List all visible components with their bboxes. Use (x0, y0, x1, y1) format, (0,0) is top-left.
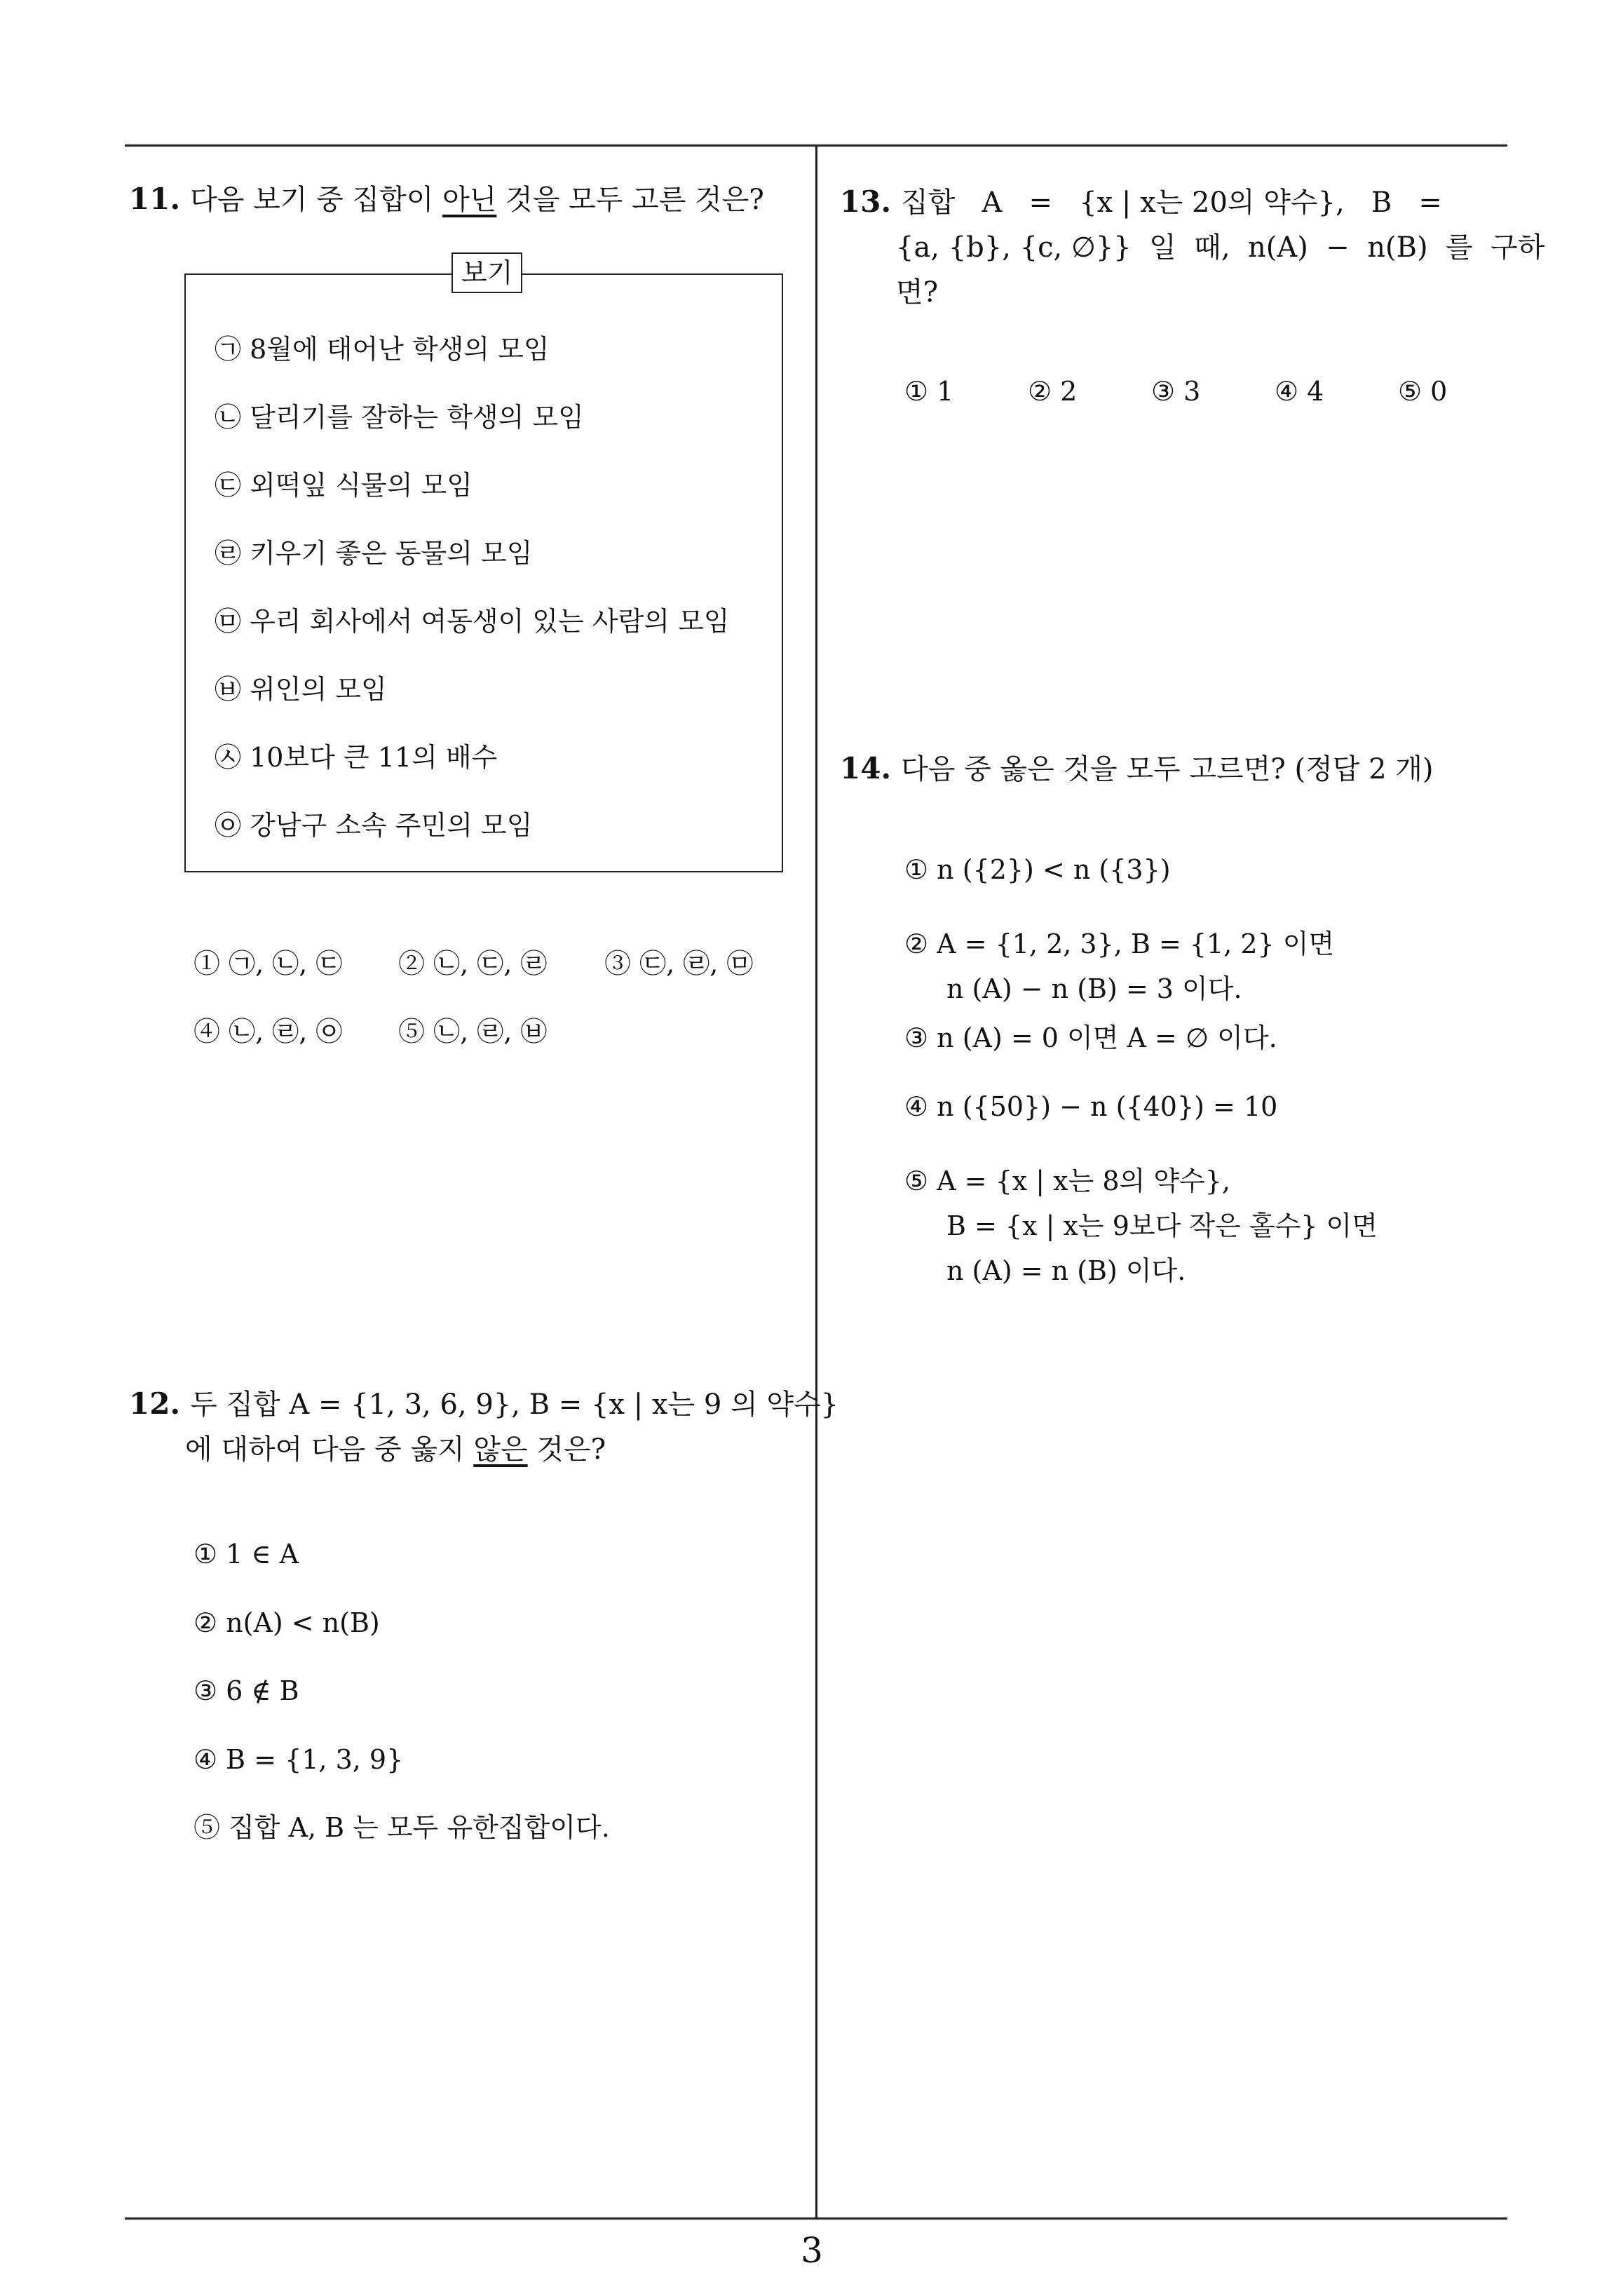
column-divider (815, 144, 817, 2220)
q14-choice-2-line-1: ② A = {1, 2, 3}, B = {1, 2} 이면 (904, 928, 1335, 959)
box-item: ㉢ 외떡잎 식물의 모임 (215, 470, 473, 501)
question-number: 12. (129, 1386, 181, 1421)
q12-choice-1[interactable]: ① 1 ∈ A (193, 1539, 299, 1569)
q11-choice-4[interactable]: ④ ㉡, ㉣, ㉧ (193, 1016, 343, 1047)
question-13 (840, 180, 1544, 315)
question-number: 13. (840, 184, 892, 219)
question-11-prompt: 11. 다음 보기 중 집합이 아닌 것을 모두 고른 것은? (129, 182, 764, 216)
box-item: ㉡ 달리기를 잘하는 학생의 모임 (215, 402, 584, 433)
q11-choice-1[interactable]: ① ㉠, ㉡, ㉢ (193, 948, 343, 979)
question-12-prompt-line-1: 12. 두 집합 A = {1, 3, 6, 9}, B = {x | x는 9 의 약수} (129, 1386, 839, 1421)
q12-choice-5[interactable]: ⑤ 집합 A, B 는 모두 유한집합이다. (193, 1812, 610, 1843)
question-13-prompt-line-3: 면? (896, 276, 939, 309)
q14-choice-5-line-3: n (A) = n (B) 이다. (946, 1255, 1186, 1286)
question-13-prompt-line-2: {a, {b}, {c, ∅}} 일 때, n(A) − n(B) 를 구하 (896, 231, 1545, 264)
question-12-prompt-line-2: 에 대하여 다음 중 옳지 않은 것은? (185, 1433, 606, 1466)
q13-choice-5[interactable]: ⑤ 0 (1398, 376, 1448, 407)
question-11 (129, 177, 764, 222)
q13-choice-3[interactable]: ③ 3 (1151, 376, 1201, 407)
q11-choice-2[interactable]: ② ㉡, ㉢, ㉣ (398, 948, 548, 979)
example-box-label: 보기 (451, 252, 522, 293)
box-item: ㉥ 위인의 모임 (215, 674, 387, 705)
q14-choice-5-line-1: ⑤ A = {x | x는 8의 약수}, (904, 1166, 1231, 1196)
q14-choice-1[interactable]: ① n ({2}) < n ({3}) (904, 854, 1171, 885)
question-12 (129, 1382, 838, 1472)
box-item: ㉧ 강남구 소속 주민의 모임 (215, 810, 533, 841)
q11-choice-5[interactable]: ⑤ ㉡, ㉣, ㉥ (398, 1016, 548, 1047)
box-item: ㉤ 우리 회사에서 여동생이 있는 사람의 모임 (215, 606, 730, 637)
box-item: ㉣ 키우기 좋은 동물의 모임 (215, 538, 533, 569)
q14-choice-4[interactable]: ④ n ({50}) − n ({40}) = 10 (904, 1091, 1278, 1122)
q14-choice-2-line-2: n (A) − n (B) = 3 이다. (946, 973, 1242, 1004)
q13-choice-4[interactable]: ④ 4 (1275, 376, 1324, 407)
q12-choice-3[interactable]: ③ 6 ∉ B (193, 1675, 299, 1706)
q14-choice-3[interactable]: ③ n (A) = 0 이면 A = ∅ 이다. (904, 1022, 1277, 1053)
q14-choice-5[interactable] (904, 1159, 1378, 1293)
question-13-prompt-line-1: 13. 집합 A = {x | x는 20의 약수}, B = (840, 184, 1442, 219)
q13-choice-2[interactable]: ② 2 (1028, 376, 1078, 407)
page-number: 3 (801, 2230, 823, 2271)
q14-choice-5-line-2: B = {x | x는 9보다 작은 홀수} 이면 (946, 1210, 1378, 1241)
q14-choice-2[interactable] (904, 921, 1334, 1011)
underlined-keyword: 아닌 (442, 184, 497, 216)
question-number: 11. (129, 182, 181, 216)
question-14-prompt: 14. 다음 중 옳은 것을 모두 고르면? (정답 2 개) (840, 751, 1434, 785)
q11-choice-3[interactable]: ③ ㉢, ㉣, ㉤ (604, 948, 754, 979)
box-item: ㉦ 10보다 큰 11의 배수 (215, 742, 498, 773)
bottom-rule (125, 2217, 1507, 2220)
q13-choice-1[interactable]: ① 1 (904, 376, 954, 407)
underlined-keyword: 않은 (473, 1433, 528, 1466)
question-number: 14. (840, 751, 892, 785)
box-item: ㉠ 8월에 태어난 학생의 모임 (215, 334, 550, 365)
q12-choice-4[interactable]: ④ B = {1, 3, 9} (193, 1744, 404, 1775)
q12-choice-2[interactable]: ② n(A) < n(B) (193, 1607, 380, 1638)
question-14 (840, 746, 1434, 792)
